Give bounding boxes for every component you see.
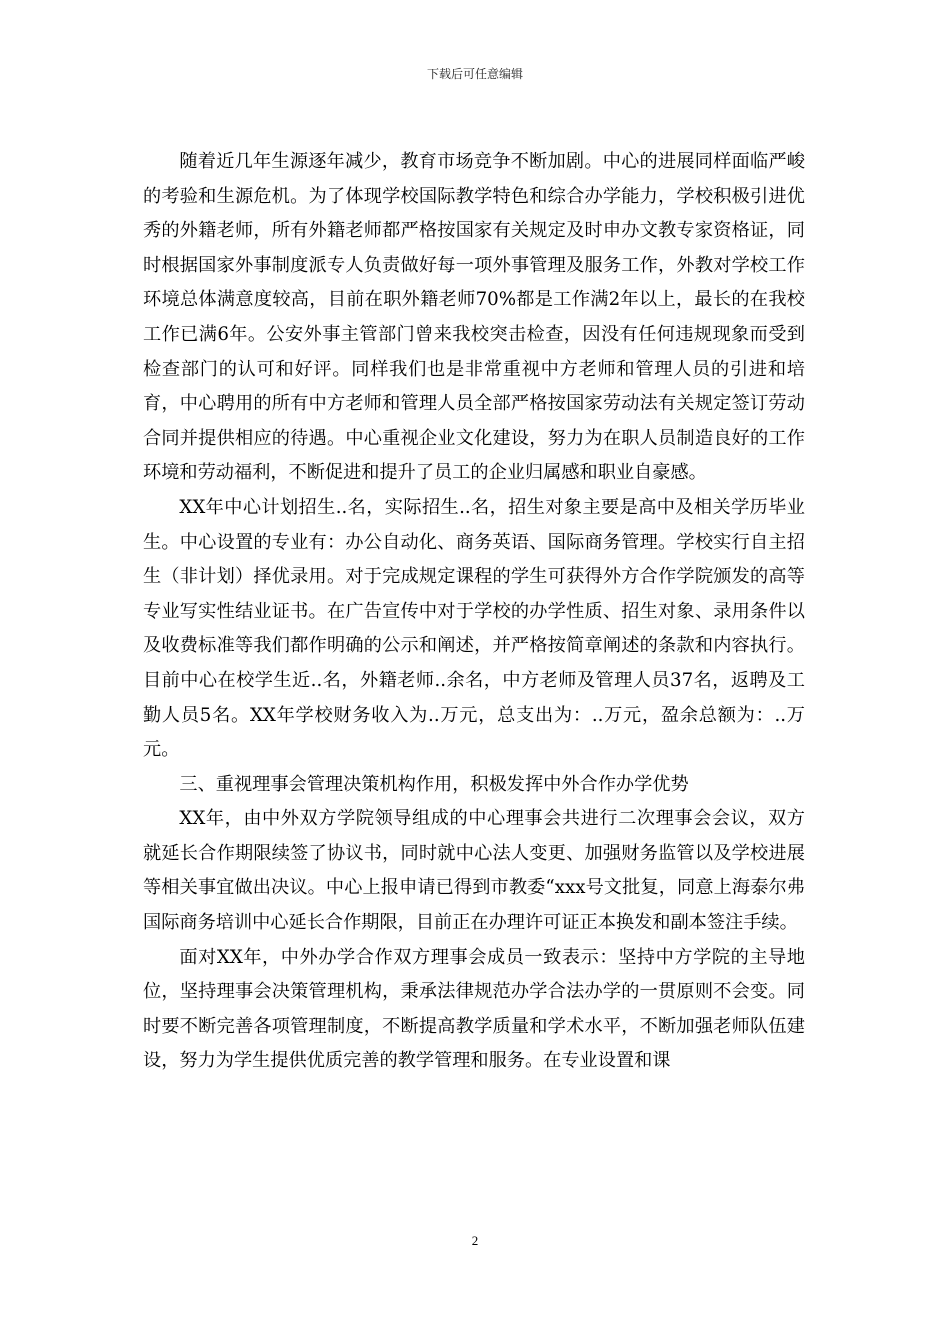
paragraph-staffing: 随着近几年生源逐年减少，教育市场竞争不断加剧。中心的进展同样面临严峻的考验和生源危机。为了体现学校国际教学特色和综合办学能力，学校积极引进优秀的外籍老师，所有外籍老师都严格按国家有关规定及时申办文教专家资格证，同时根据国家外事制度派专人负责做好每一项外事管理及服务工作，外教对学校工作环境总体满意度较高，目前在职外籍老师70%都是工作满2年以上，最长的在我校工作已满6年。公安外事主管部门曾来我校突击检查，因没有任何违规现象而受到检查部门的认可和好评。同样我们也是非常重视中方老师和管理人员的引进和培育，中心聘用的所有中方老师和管理人员全部严格按国家劳动法有关规定签订劳动合同并提供相应的待遇。中心重视企业文化建设，努力为在职人员制造良好的工作环境和劳动福利，不断促进和提升了员工的企业归属感和职业自豪感。 [143,151,805,484]
page-number: 2 [471,1233,479,1248]
page-header: 下载后可任意编辑 [426,67,523,81]
section-heading: 三、重视理事会管理决策机构作用，积极发挥中外合作办学优势 [179,773,689,795]
body-text [143,145,805,1079]
paragraph-enrollment: XX年中心计划招生..名，实际招生..名，招生对象主要是高中及相关学历毕业生。中心设置的专业有：办公自动化、商务英语、国际商务管理。学校实行自主招生（非计划）择优录用。对于完成规定课程的学生可获得外方合作学院颁发的高等专业写实性结业证书。在广告宣传中对于学校的办学性质、招生对象、录用条件以及收费标准等我们都作明确的公示和阐述，并严格按简章阐述的条款和内容执行。目前中心在校学生近..名，外籍老师..余名，中方老师及管理人员37名，返聘及工勤人员5名。XX年学校财务收入为..万元，总支出为：..万元，盈余总额为：..万元。 [143,496,805,761]
paragraph-board-meetings: XX年，由中外双方学院领导组成的中心理事会共进行二次理事会会议，双方就延长合作期限续签了协议书，同时就中心法人变更、加强财务监管以及学校进展等相关事宜做出决议。中心上报申请已得到市教委“xxx号文批复，同意上海泰尔弗国际商务培训中心延长合作期限，目前正在办理许可证正本换发和副本签注手续。 [143,808,805,934]
paragraph-outlook: 面对XX年，中外办学合作双方理事会成员一致表示：坚持中方学院的主导地位，坚持理事会决策管理机构，秉承法律规范办学合法办学的一贯原则不会变。同时要不断完善各项管理制度，不断提高教学质量和学术水平，不断加强老师队伍建设，努力为学生提供优质完善的教学管理和服务。在专业设置和课 [143,946,805,1072]
